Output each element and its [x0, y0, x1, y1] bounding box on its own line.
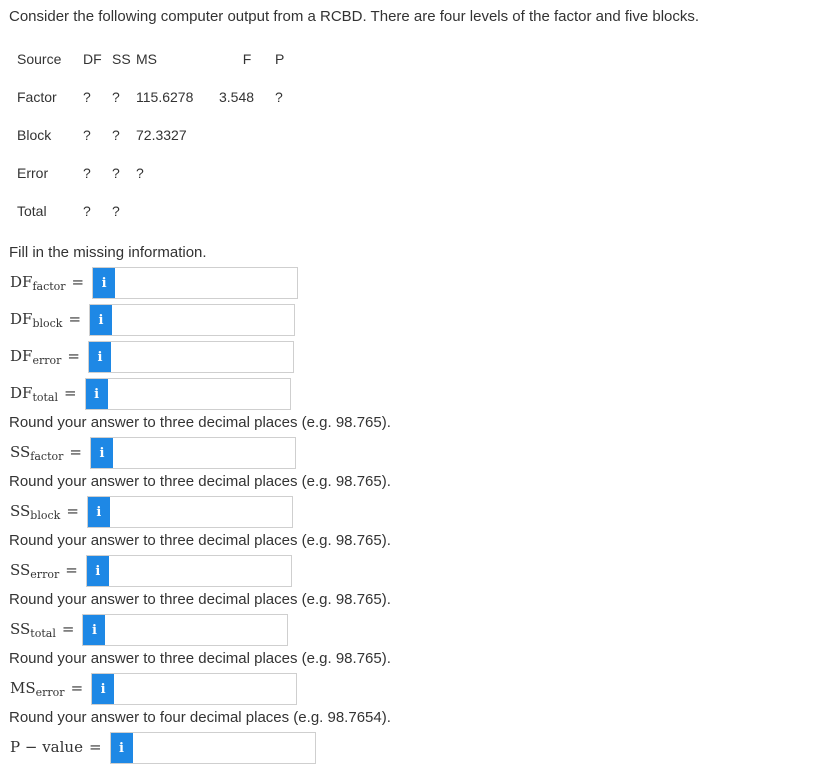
equals-sign: = — [63, 384, 77, 402]
equals-sign: = — [66, 502, 79, 520]
round-note: Round your answer to three decimal places (e.g. 98.765). — [9, 591, 391, 608]
table-cell: ? — [83, 203, 91, 219]
equals-sign: = — [70, 679, 84, 697]
label-base: DF — [10, 310, 33, 328]
df-error-answer — [88, 341, 294, 373]
table-cell: ? — [112, 89, 120, 105]
df-factor-input[interactable] — [115, 268, 297, 298]
equals-sign: = — [67, 347, 80, 365]
df-error-row — [10, 340, 294, 374]
label-base: DF — [10, 384, 33, 402]
table-cell — [275, 192, 295, 230]
df-block-row — [10, 303, 295, 337]
table-cell: 3.548 — [219, 89, 255, 105]
label-sub: factor — [30, 450, 64, 463]
info-icon[interactable]: i — [89, 342, 111, 372]
ss-total-answer — [82, 614, 288, 646]
equals-sign: = — [65, 561, 78, 579]
df-block-answer — [89, 304, 295, 336]
p-value-input[interactable] — [133, 733, 315, 763]
label-sub: total — [30, 627, 56, 640]
p-value-answer — [110, 732, 316, 764]
header-df: DF — [83, 51, 102, 67]
table-header-row — [17, 40, 295, 78]
table-cell — [219, 192, 275, 230]
equals-sign: = — [69, 443, 82, 461]
df-factor-answer — [92, 267, 298, 299]
label-sub: error — [30, 568, 60, 581]
label-base: SS — [10, 502, 31, 520]
ms-error-row — [10, 672, 297, 706]
df-factor-label — [10, 273, 92, 293]
round-note: Round your answer to three decimal places (e.g. 98.765). — [9, 473, 391, 490]
table-cell: Factor — [17, 89, 57, 105]
ss-error-answer — [86, 555, 292, 587]
anova-table — [17, 40, 295, 230]
round-note: Round your answer to three decimal places (e.g. 98.765). — [9, 414, 391, 431]
table-cell: Block — [17, 127, 52, 143]
ms-error-label — [10, 679, 91, 699]
df-factor-row — [10, 266, 298, 300]
info-icon[interactable]: i — [111, 733, 133, 763]
ss-block-row — [10, 495, 293, 529]
table-cell — [275, 116, 295, 154]
table-cell: ? — [136, 165, 144, 181]
ss-factor-input[interactable] — [113, 438, 295, 468]
table-cell: ? — [112, 165, 120, 181]
ms-error-input[interactable] — [114, 674, 296, 704]
ss-factor-answer — [90, 437, 296, 469]
table-cell — [275, 154, 295, 192]
table-cell: 115.6278 — [136, 89, 194, 105]
df-error-label — [10, 347, 88, 367]
ss-total-row — [10, 613, 288, 647]
label-sub: error — [35, 686, 65, 699]
ss-block-answer — [87, 496, 293, 528]
header-ss: SS — [112, 51, 131, 67]
table-cell: ? — [275, 89, 283, 105]
equals-sign: = — [68, 310, 82, 328]
table-cell — [136, 192, 219, 230]
label-base: DF — [10, 347, 33, 365]
table-cell: ? — [112, 203, 120, 219]
table-row — [17, 78, 295, 116]
equals-sign: = — [71, 273, 85, 291]
table-cell: 72.3327 — [136, 127, 187, 143]
table-cell: ? — [83, 89, 91, 105]
table-cell — [219, 116, 275, 154]
table-row — [17, 192, 295, 230]
fill-prompt: Fill in the missing information. — [9, 244, 207, 261]
label-sub: block — [32, 317, 63, 330]
ms-error-answer — [91, 673, 297, 705]
label-base: MS — [10, 679, 36, 697]
ss-block-input[interactable] — [110, 497, 292, 527]
header-source: Source — [17, 51, 62, 67]
equals-sign: = — [61, 620, 75, 638]
info-icon[interactable]: i — [90, 305, 112, 335]
header-f: F — [242, 51, 252, 67]
header-ms: MS — [136, 51, 157, 67]
label-sub: error — [32, 354, 62, 367]
df-error-input[interactable] — [111, 342, 293, 372]
table-cell — [219, 154, 275, 192]
round-note: Round your answer to four decimal places (e.g. 98.7654). — [9, 709, 391, 726]
info-icon[interactable]: i — [91, 438, 113, 468]
df-total-row — [10, 377, 291, 411]
question-intro: Consider the following computer output from a RCBD. There are four levels of the factor and five blocks. — [9, 8, 700, 25]
ss-error-input[interactable] — [109, 556, 291, 586]
table-row — [17, 116, 295, 154]
table-row — [17, 154, 295, 192]
p-value-row — [10, 731, 316, 765]
ss-factor-label — [10, 443, 90, 463]
info-icon[interactable]: i — [92, 674, 114, 704]
label-base: P − value — [10, 738, 83, 756]
table-cell: Error — [17, 165, 49, 181]
label-sub: block — [30, 509, 61, 522]
label-base: SS — [10, 443, 31, 461]
label-base: SS — [10, 561, 31, 579]
ss-factor-row — [10, 436, 296, 470]
info-icon[interactable]: i — [86, 379, 108, 409]
info-icon[interactable]: i — [88, 497, 110, 527]
df-block-input[interactable] — [112, 305, 294, 335]
header-p: P — [275, 51, 285, 67]
info-icon[interactable]: i — [93, 268, 115, 298]
round-note: Round your answer to three decimal places (e.g. 98.765). — [9, 532, 391, 549]
table-cell: ? — [112, 127, 120, 143]
table-cell: Total — [17, 203, 47, 219]
info-icon[interactable]: i — [83, 615, 105, 645]
info-icon[interactable]: i — [87, 556, 109, 586]
ss-block-label — [10, 502, 87, 522]
table-cell: ? — [83, 165, 91, 181]
df-block-label — [10, 310, 89, 330]
ss-error-label — [10, 561, 86, 581]
label-base: SS — [10, 620, 31, 638]
label-base: DF — [10, 273, 33, 291]
ss-total-input[interactable] — [105, 615, 287, 645]
label-sub: total — [32, 391, 58, 404]
ss-total-label — [10, 620, 82, 640]
equals-sign: = — [88, 738, 102, 756]
label-sub: factor — [32, 280, 66, 293]
round-note: Round your answer to three decimal places (e.g. 98.765). — [9, 650, 391, 667]
p-value-label — [10, 738, 110, 758]
df-total-answer — [85, 378, 291, 410]
df-total-label — [10, 384, 85, 404]
table-cell: ? — [83, 127, 91, 143]
df-total-input[interactable] — [108, 379, 290, 409]
ss-error-row — [10, 554, 292, 588]
